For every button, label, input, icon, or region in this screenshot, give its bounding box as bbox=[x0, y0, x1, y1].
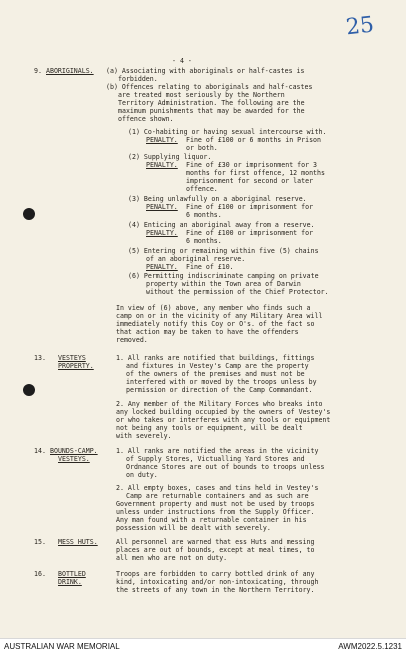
text-line: (4) Enticing an aboriginal away from a reserve. bbox=[128, 221, 315, 229]
text-line: (b) Offences relating to aboriginals and half-castes bbox=[106, 83, 313, 91]
text-line: forbidden. bbox=[118, 75, 158, 83]
text-line: 2. All empty boxes, cases and tins held in Vestey's bbox=[116, 484, 319, 492]
text-line: places are out of bounds, except at meal times, to bbox=[116, 546, 315, 554]
section-heading: MESS HUTS. bbox=[58, 538, 98, 546]
text-line: Fine of £100 or imprisonment for bbox=[186, 229, 314, 237]
text-line: of Supply Stores, Victualling Yard Stores and bbox=[126, 455, 305, 463]
footer-institution: AUSTRALIAN WAR MEMORIAL bbox=[4, 642, 120, 651]
text-line: removed. bbox=[116, 336, 148, 344]
text-line: and fixtures in Vestey's Camp are the property bbox=[126, 362, 309, 370]
text-line: imprisonment for second or later bbox=[186, 177, 314, 185]
text-line: (1) Co-habiting or having sexual intercourse with. bbox=[128, 128, 327, 136]
text-line: or who takes or interferes with any tools or equipment bbox=[116, 416, 331, 424]
text-line: kind, intoxicating and/or non-intoxicating, through bbox=[116, 578, 319, 586]
section-heading: BOUNDS-CAMP. bbox=[50, 447, 98, 455]
text-line: Territory Administration. The following are the bbox=[118, 99, 305, 107]
text-line: offence. bbox=[186, 185, 218, 193]
section-number: 14. bbox=[34, 447, 46, 455]
text-line: of the owners of the premises and must not be bbox=[126, 370, 305, 378]
text-line: months for first offence, 12 months bbox=[186, 169, 325, 177]
text-line: (3) Being unlawfully on a aboriginal reserve. bbox=[128, 195, 307, 203]
text-line: (6) Permitting indiscriminate camping on private bbox=[128, 272, 319, 280]
section-heading: VESTEYS bbox=[58, 354, 86, 362]
archive-footer bbox=[0, 638, 406, 654]
footer-accession-number: AWM2022.5.1231 bbox=[338, 642, 402, 651]
text-line: camp on or in the vicinity of any Military Area will bbox=[116, 312, 323, 320]
text-line: permission or direction of the Camp Commandant. bbox=[126, 386, 313, 394]
penalty-label: PENALTY. bbox=[146, 161, 178, 169]
penalty-label: PENALTY. bbox=[146, 229, 178, 237]
text-line: that action may be taken to have the offenders bbox=[116, 328, 299, 336]
section-heading: BOTTLED bbox=[58, 570, 86, 578]
text-line: (a) Associating with aboriginals or half-castes is bbox=[106, 67, 305, 75]
penalty-label: PENALTY. bbox=[146, 263, 178, 271]
text-line: Fine of £100 or 6 months in Prison bbox=[186, 136, 321, 144]
section-heading: DRINK. bbox=[58, 578, 82, 586]
section-number: 16. bbox=[34, 570, 46, 578]
text-line: Fine of £10. bbox=[186, 263, 234, 271]
page-marker: - 4 - bbox=[172, 57, 192, 65]
handwritten-page-number: 25 bbox=[344, 12, 376, 41]
section-number: 15. bbox=[34, 538, 46, 546]
text-line: 6 months. bbox=[186, 237, 222, 245]
text-line: Government property and must not be used by troops bbox=[116, 500, 315, 508]
section-heading: ABORIGINALS. bbox=[46, 67, 94, 75]
text-line: any locked building occupied by the owners of Vestey's bbox=[116, 408, 331, 416]
text-line: (5) Entering or remaining within five (5) chains bbox=[128, 247, 319, 255]
text-line: not being any tools or equipment, will be dealt bbox=[116, 424, 303, 432]
text-line: of an aboriginal reserve. bbox=[146, 255, 246, 263]
section-number: 9. bbox=[34, 67, 42, 75]
text-line: maximum punishments that may be awarded for the bbox=[118, 107, 305, 115]
penalty-label: PENALTY. bbox=[146, 203, 178, 211]
text-line: 6 months. bbox=[186, 211, 222, 219]
text-line: with severely. bbox=[116, 432, 172, 440]
text-line: unless under instructions from the Supply Officer. bbox=[116, 508, 315, 516]
text-line: 1. All ranks are notified that buildings, fittings bbox=[116, 354, 315, 362]
section-number: 13. bbox=[34, 354, 46, 362]
text-line: immediately notify this Coy or O's. of the fact so bbox=[116, 320, 315, 328]
text-line: Any man found with a returnable container in his bbox=[116, 516, 307, 524]
section-heading: VESTEYS. bbox=[58, 455, 90, 463]
text-line: or both. bbox=[186, 144, 218, 152]
text-line: All personnel are warned that ess Huts and messing bbox=[116, 538, 315, 546]
text-line: Troops are forbidden to carry bottled drink of any bbox=[116, 570, 315, 578]
text-line: property within the Town area of Darwin bbox=[146, 280, 301, 288]
text-line: all men who are not on duty. bbox=[116, 554, 228, 562]
text-line: interfered with or moved by the troops unless by bbox=[126, 378, 317, 386]
text-line: Fine of £100 or imprisonment for bbox=[186, 203, 314, 211]
text-line: In view of (6) above, any member who finds such a bbox=[116, 304, 311, 312]
penalty-label: PENALTY. bbox=[146, 136, 178, 144]
text-line: the streets of any town in the Northern Territory. bbox=[116, 586, 315, 594]
text-line: (2) Supplying liquor. bbox=[128, 153, 212, 161]
text-line: Fine of £30 or imprisonment for 3 bbox=[186, 161, 318, 169]
text-line: without the permission of the Chief Protector. bbox=[146, 288, 329, 296]
text-line: offence shown. bbox=[118, 115, 174, 123]
text-line: on duty. bbox=[126, 471, 158, 479]
text-line: Ordnance Stores are out of bounds to troops unless bbox=[126, 463, 325, 471]
text-line: 1. All ranks are notified the areas in the vicinity bbox=[116, 447, 319, 455]
text-line: Camp are returnable containers and as such are bbox=[126, 492, 309, 500]
text-line: possession will be dealt with severely. bbox=[116, 524, 271, 532]
text-line: are treated most seriously by the Northern bbox=[118, 91, 285, 99]
section-heading: PROPERTY. bbox=[58, 362, 94, 370]
text-line: 2. Any member of the Military Forces who breaks into bbox=[116, 400, 323, 408]
